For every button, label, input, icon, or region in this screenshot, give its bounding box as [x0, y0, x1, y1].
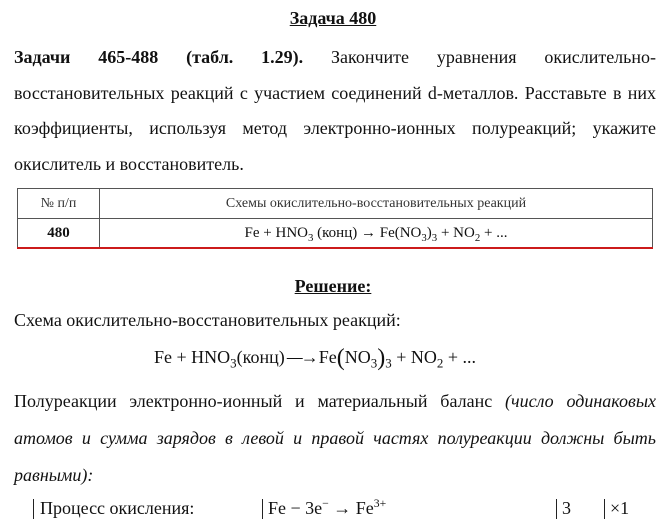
bracket-line: [33, 499, 34, 519]
task-text: Закончите уравнения окислительно-восстановительных реакций с участием соединений d-металлов. Расставьте в них коэффициенты, используя метод электронно-ионных полуреакций; укажите окислитель и восстановитель.: [14, 47, 656, 174]
half-reactions-note: (число одинаковых атомов и сумма зарядов в левой и правой частях полуреакции должны быть равными):: [14, 391, 656, 485]
table-header-row: [18, 189, 653, 219]
electron-count: 3: [562, 498, 571, 518]
row-num: 480: [18, 219, 100, 249]
row-scheme: $Fe + HNO_3$ (конц) → $Fe(NO_3)_3 + NO_2$ + ...: [100, 219, 653, 249]
bracket-line: [556, 499, 557, 519]
reaction-table: [17, 188, 653, 249]
header-num: № п/п: [18, 189, 100, 219]
scheme-label: Схема окислительно-восстановительных реакций:: [14, 310, 401, 330]
reaction-equation: $Fe + HNO_3(конц)$ ⎯⎯→ $Fe(NO_3)_3 + NO_2$ + ...: [154, 345, 476, 371]
task-statement: [14, 40, 656, 182]
page-title: Задача 480: [289, 8, 377, 28]
process-row: [0, 496, 666, 516]
header-scheme: Схемы окислительно-восстановительных реакций: [100, 189, 653, 219]
process-label: Процесс окисления:: [40, 498, 195, 518]
table-row: [18, 219, 653, 249]
half-reactions-intro: Полуреакции электронно-ионный и материальный баланс (число одинаковых атомов и сумма зарядов в левой и правой частях полуреакции должны быть равными):: [14, 391, 656, 485]
bracket-line: [262, 499, 263, 519]
multiplier: ×1: [610, 498, 630, 518]
solution-heading: Решение:: [294, 276, 372, 296]
oxidation-half-reaction: $Fe - 3e^- \to Fe^{3+}$: [268, 496, 387, 518]
reaction-arrow: ⎯⎯→: [286, 347, 317, 367]
bracket-line: [604, 499, 605, 519]
task-lead: Задачи 465-488 (табл. 1.29).: [14, 47, 304, 67]
